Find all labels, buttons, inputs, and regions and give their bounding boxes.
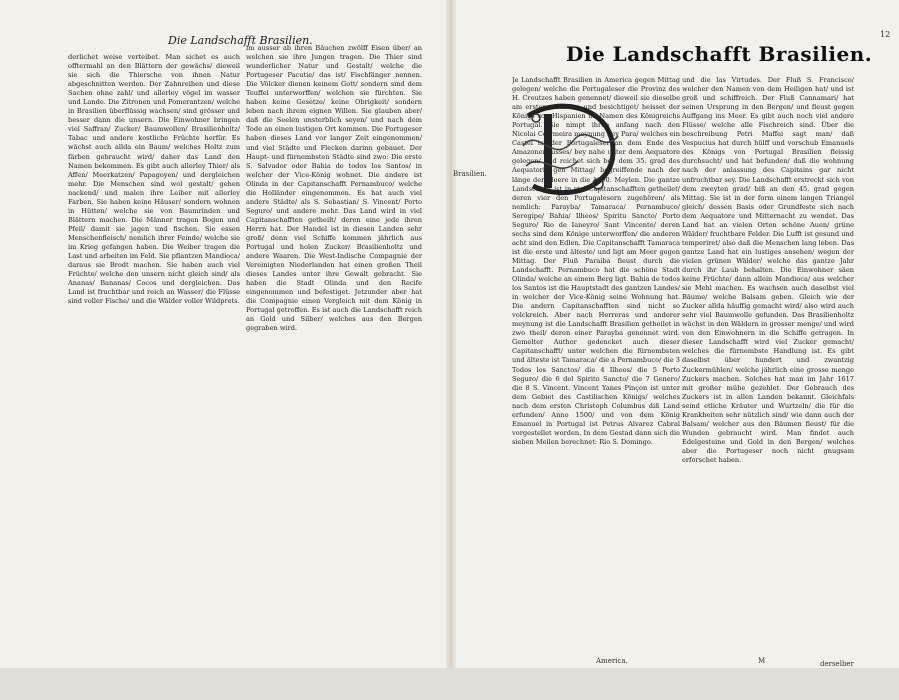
footer-signature: M (758, 657, 766, 665)
catchword: derselber (820, 660, 854, 668)
right-column-1-text: Je Landschafft Brasilien in America gegen Mittag gelegen/ welche die Portugaleser die Provinz des H. Creutzes haben genennet/ dieweil sie dieselbe am ersten erfunden und besichtiget/ heisset der Königs von Hispanien im Namen des Königreichs Portugal. Sie nimpt ihren anfang nach den Nicolai Colymeira meynung bey Para/ welches ein Castel ist der Portugaleser an dem Ende des Amazonenflusses/ bey nahe unter dem Aequatore gelegen/ und reichet sich bey dem 35. grad des Aequatoris gen Mittag/ begreiffende nach der länge der Meere in die 1000. Meylen. Die gantze Landschafft ist in viel Capitanschafften getheilet/ deren vier den Portugalesern zugehören/ als nemlich: Parayba/ Tamaraca/ Pernambuco/ Seregipe/ Bahia/ Ilheos/ Spiritu Sancto/ Porto Seguro/ Rio de Ianeyro/ Sant Vincente/ deren sechs sind dem Könige unterworffen/ die anderen acht sind den Edlen. Die Capitanschafft Tamaraca ist die erste und älteste/ und ligt am Meer gegen Mittag. Der Fluß Paraiba fleust durch die Landschafft. Pernambuco hat die schöne Stadt Olinda/ welche an einem Berg ligt. Bahia de todos los Santos ist die Hauptstadt des gantzen Landes/ in welcher der Vice-König seine Wohnung hat. Die andern Capitanschafften sind nicht so volckreich. Aber nach Herreras und anderer meynung ist die Landschafft Brasilien getheilet in zwo theil/ deren einer Parayba genennet wird. Gemelter Author gedencket auch dieser Capitanschafft/ unter welchen die fürnembsten und älteste ist Tamaraca/ die a Pernambuco/ die 3 Todos los Sanctos/ die 4 Ilheos/ die 5 Porto Seguro/ die 6 del Spirito Sancto/ die 7 Genero/ die 8 S. Vincent. Vincent Yanes Pinçon ist unter dem Gebiet des Castilischen Königs/ welches nach dem ersten Christoph Columbus diß Land erfunden/ Anno 1500/ und von dem König Emanuel in Portugal ist Petrus Alvarez Cabral vorgestellet worden. In dem Gestad dann sich die sieben Meilen berechnet: Rio S. Domingo. (512, 76, 680, 446)
footer-left: America. (596, 657, 628, 665)
left-running-head: Die Landschafft Brasilien. (168, 34, 313, 47)
page-title: Die Landschafft Brasilien. (566, 42, 873, 66)
right-column-2 (682, 76, 854, 658)
left-column-1 (68, 53, 240, 491)
margin-note: Brasilien. (453, 170, 487, 178)
left-column-2-text: im ausser ab ihren Bäuchen zwölff Eisen über/ an welchen sie ihre Jungen tragen. Die Thier sind wunderlicher Natur und Gestalt/ welche die Portugeser Pacutie/ das ist/ Fischfänger nennen. Die Völcker dienen keinem Gott/ sondern sind dem Teuffel unterworffen/ welchen sie fürchten. Sie haben keine Gesetze/ keine Obrigkeit/ sondern leben nach ihrem eignen Willen. Sie glauben aber/ daß die Seelen unsterblich seyen/ und nach dem Tode an einen lustigen Ort kommen. Die Portugeser haben dieses Land vor langer Zeit eingenommen/ und viel Städte und Flecken darinn gebauet. Der Haupt- und fürnembsten Städte sind zwo: Die erste S. Salvador oder Bahia de todos los Santos/ in welcher der Vice-König wohnet. Die andere ist Olinda in der Capitanschafft Pernambuco/ welche die Holländer eingenommen. Es hat auch viel andere Städte/ als S. Sebastian/ S. Vincent/ Porto Seguro/ und andere mehr. Das Land wird in viel Capitanschafften getheilt/ deren eine jede ihren Herrn hat. Der Handel ist in diesen Landen sehr groß/ denn viel Schiffe kommen jährlich aus Portugal und holen Zucker/ Brasilienholtz und andere Waaren. Die West-Indische Compagnie der Vereinigten Niederlanden hat einen großen Theil dieses Landes unter ihre Gewalt gebracht. Sie haben die Stadt Olinda und den Recife eingenommen und befestiget. Jetzunder aber hat die Compagnie einen Vergleich mit dem König in Portugal getroffen. Es ist auch die Landschafft reich an Gold und Silber/ welches aus den Bergen gegraben wird. (246, 44, 422, 333)
left-column-1-text: derlichet weise verteibet. Man sichet es auch offtermahl an den Blättern der gewächs/ dieweil sie sich die Thiersche von ihnen Natur abgeschnitten werden. Der Zahnreihen und diese Sachen ohne zahl/ und allerley vögel im wasser und Lande. Die Zitronen und Pomerantzen/ welche in Brasilien überflüssig wachsen/ sind grösser und besser dann die unsern. Die Einwohner bringen viel Saffran/ Zucker/ Baumwollen/ Brasilienholtz/ Tabac und andere kostliche Früchte herfür. Es wächst auch allda ein Baum/ welches Holtz zum färben gebraucht wird/ daher das Land den Namen bekommen. Es gibt auch allerley Thier/ als Affen/ Meerkatzen/ Papagoyen/ und dergleichen mehr. Die Menschen sind wol gestalt/ gehen nackend/ und malen ihre Leiber mit allerley Farben. Sie haben keine Häuser/ sondern wohnen in Hütten/ welche sie von Baumrinden und Blättern machen. Die Männer tragen Bogen und Pfeil/ damit sie jagen und fischen. Sie essen Menschenfleisch/ nemlich ihrer Feinde/ welche sie im Krieg gefangen haben. Die Weiber tragen die Last und arbeiten im Feld. Sie pflantzen Mandioca/ daraus sie Brodt machen. Sie haben auch viel Früchte/ welche den unsern nicht gleich sind/ als Ananas/ Bananas/ Cocos und dergleichen. Das Land ist fruchtbar und reich an Wasser/ die Flüsse sind voller Fische/ und die Wälder voller Wildprets. (68, 53, 240, 306)
paper-edge (0, 668, 899, 700)
right-column-2-text: und die las Virtudes. Der Fluß S. Francisco/ welcher den Namen von dem Heiligen hat/ und ist groß und schiffreich. Der Fluß Cannamari/ hat seinen Ursprung in den Bergen/ und fleust gegen Auffgang ins Meer. Es gibt auch noch viel andere Flüsse/ welche alle Fischreich sind. Über die beschreibung Petri Maffei sagt man/ daß Vespucius hat durch hülff und vorschub Emanuels des Königs von Portugal Brasilien fleissig durchsucht/ und hat befunden/ daß die wohnung nach der anlassung des Capitains gar nicht unfruchtbar sey. Die Landschafft erstreckt sich von dem zweyten grad/ biß an den 45. grad gegen Mittag. Sie ist in der form einem langen Triangel gleich/ dessen Basis oder Grundfeste sich nach dem Aequatore und Mitternacht zu wendet. Das Land hat an vielen Orten schöne Auen/ grüne Wälder/ fruchtbare Felder. Die Lufft ist gesund und temperiret/ also daß die Menschen lang leben. Das gantze Land hat ein lustiges ansehen/ wegen der vielen grünen Wälder/ welche das gantze Jahr durch ihr Laub behalten. Die Einwohner säen keine Früchte/ dann allein Mandioca/ aus welcher sie Mehl machen. Es wachsen auch daselbst viel Bäume/ welche Balsam geben. Gleich wie der Zucker allda häuffig gemacht wird/ also wird auch sehr viel Baumwolle gefunden. Das Brasilienholtz wächst in den Wäldern in grosser menge/ und wird von den Einwohnern in die Schiffe getragen. In dieser Landschafft wird viel Zucker gemacht/ welches die fürnembste Handlung ist. Es gibt daselbst über hundert und zwantzig Zuckermühlen/ welche jährlich eine grosse menge Zuckers machen. Solches hat man im Jahr 1617 mit großer mühe gezehlet. Der Gebrauch des Zuckers ist in allen Landen bekannt. Gleichfals seind etliche Kräuter und Wurtzeln/ die für die Krankheiten sehr nützlich sind/ wie dann auch der Balsam/ welcher aus den Bäumen fleust/ für die Wunden gebraucht wird. Man findet auch Edelgesteine und Gold in den Bergen/ welches aber die Portugeser noch nicht gnugsam erforschet haben. (682, 76, 854, 464)
page-number: 12 (880, 30, 891, 39)
right-column-1 (512, 76, 680, 658)
page-fold (446, 0, 456, 700)
left-column-2 (246, 44, 422, 382)
